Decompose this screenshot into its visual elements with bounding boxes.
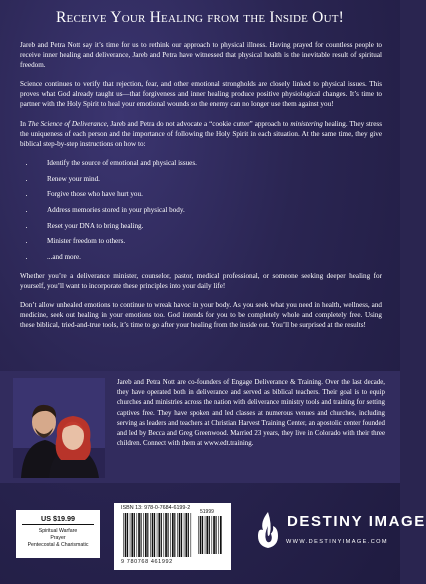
audience-paragraph: Whether you’re a deliverance minister, counselor, pastor, medical professional, or someone seeking deeper healing for yourself, you’ll want to incorporate these principles into your daily life!	[20, 272, 382, 291]
category-item: Prayer	[50, 535, 66, 541]
closing-paragraph: Don’t allow unhealed emotions to continue to wreak havoc in your body. As you seek what you need in health, wellness, and medicine, seek out healing in your emotions too. God intends for you to be completely whole and completely free. Using these biblical, tried-and-true tools, it’s time to go after your healing from the inside out. You’ll be surprised at the results!	[20, 301, 382, 330]
price-code: 51999	[200, 509, 214, 515]
approach-middle: , Jareb and Petra do not advocate a “cookie cutter” approach to	[106, 119, 291, 128]
approach-prefix: In	[20, 119, 28, 128]
list-item: • Forgive those who have hurt you.	[35, 189, 382, 199]
headline: Receive Your Healing from the Inside Out!	[56, 9, 344, 26]
science-paragraph: Science continues to verify that rejection, fear, and other emotional strongholds are closely linked to physical issues. This proves what God already taught us—that forgiveness and inner healing produce positive physiological changes. It’s time to partner with the Holy Spirit to heal your emotional wounds so the enemy can no longer use them against you!	[20, 80, 382, 109]
category-item: Pentecostal & Charismatic	[27, 542, 89, 548]
approach-emphasis: ministering	[290, 119, 323, 128]
ean-barcode-icon	[122, 513, 196, 559]
list-item: • ...and more.	[35, 252, 382, 262]
barcode-digits: 9 780768 461992	[121, 559, 173, 565]
category-item: Spiritual Warfare	[38, 528, 78, 534]
price: US $19.99	[41, 514, 75, 523]
author-photo	[13, 378, 105, 478]
steps-list	[20, 158, 382, 262]
author-bio: Jareb and Petra Nott are co-founders of Engage Deliverance & Training. Over the last decade, they have operated both in deliverance and served as biblical teachers. Their goal is to equip churches and ministries across the nation with deliverance ministry tools and training for setting captives free. They have spoken and led classes at numerous venues and churches, including serving as leaders and teachers at Christian Harvest Training Center, an apostolic center founded and led by Becca and Greg Greenwood. Married 23 years, they live in Colorado with their three children. Connect with them at www.edt.training.	[117, 379, 385, 448]
book-title: The Science of Deliverance	[27, 119, 107, 128]
list-item: • Reset your DNA to bring healing.	[35, 221, 382, 231]
category-list	[16, 528, 100, 549]
approach-paragraph	[20, 119, 382, 149]
isbn-label: ISBN 13: 978-0-7684-6199-2	[121, 505, 191, 511]
price-divider	[22, 524, 94, 525]
description	[20, 40, 382, 340]
list-item: • Address memories stored in your physical body.	[35, 205, 382, 215]
intro-paragraph: Jareb and Petra Nott say it’s time for us to rethink our approach to physical illness. Having prayed for countless people to receive inner healing and deliverance, Jareb and Petra have witnessed that physical health is the inevitable result of spiritual freedom.	[20, 41, 382, 70]
publisher-url[interactable]: WWW.DESTINYIMAGE.COM	[286, 539, 388, 545]
list-item: • Renew your mind.	[35, 174, 382, 184]
list-item: • Minister freedom to others.	[35, 236, 382, 246]
publisher-name: DESTINY IMAGE	[287, 513, 426, 530]
list-item: • Identify the source of emotional and physical issues.	[35, 158, 382, 168]
approach-rest: healing. They stress the uniqueness of each person and the importance of following the Holy Spirit in each situation. At the same time, they give biblical step-by-step instructions on how to:	[20, 119, 382, 148]
flame-logo-icon	[254, 510, 282, 550]
price-barcode-icon	[197, 516, 225, 556]
price-box	[16, 510, 100, 558]
barcode-box	[114, 503, 231, 570]
